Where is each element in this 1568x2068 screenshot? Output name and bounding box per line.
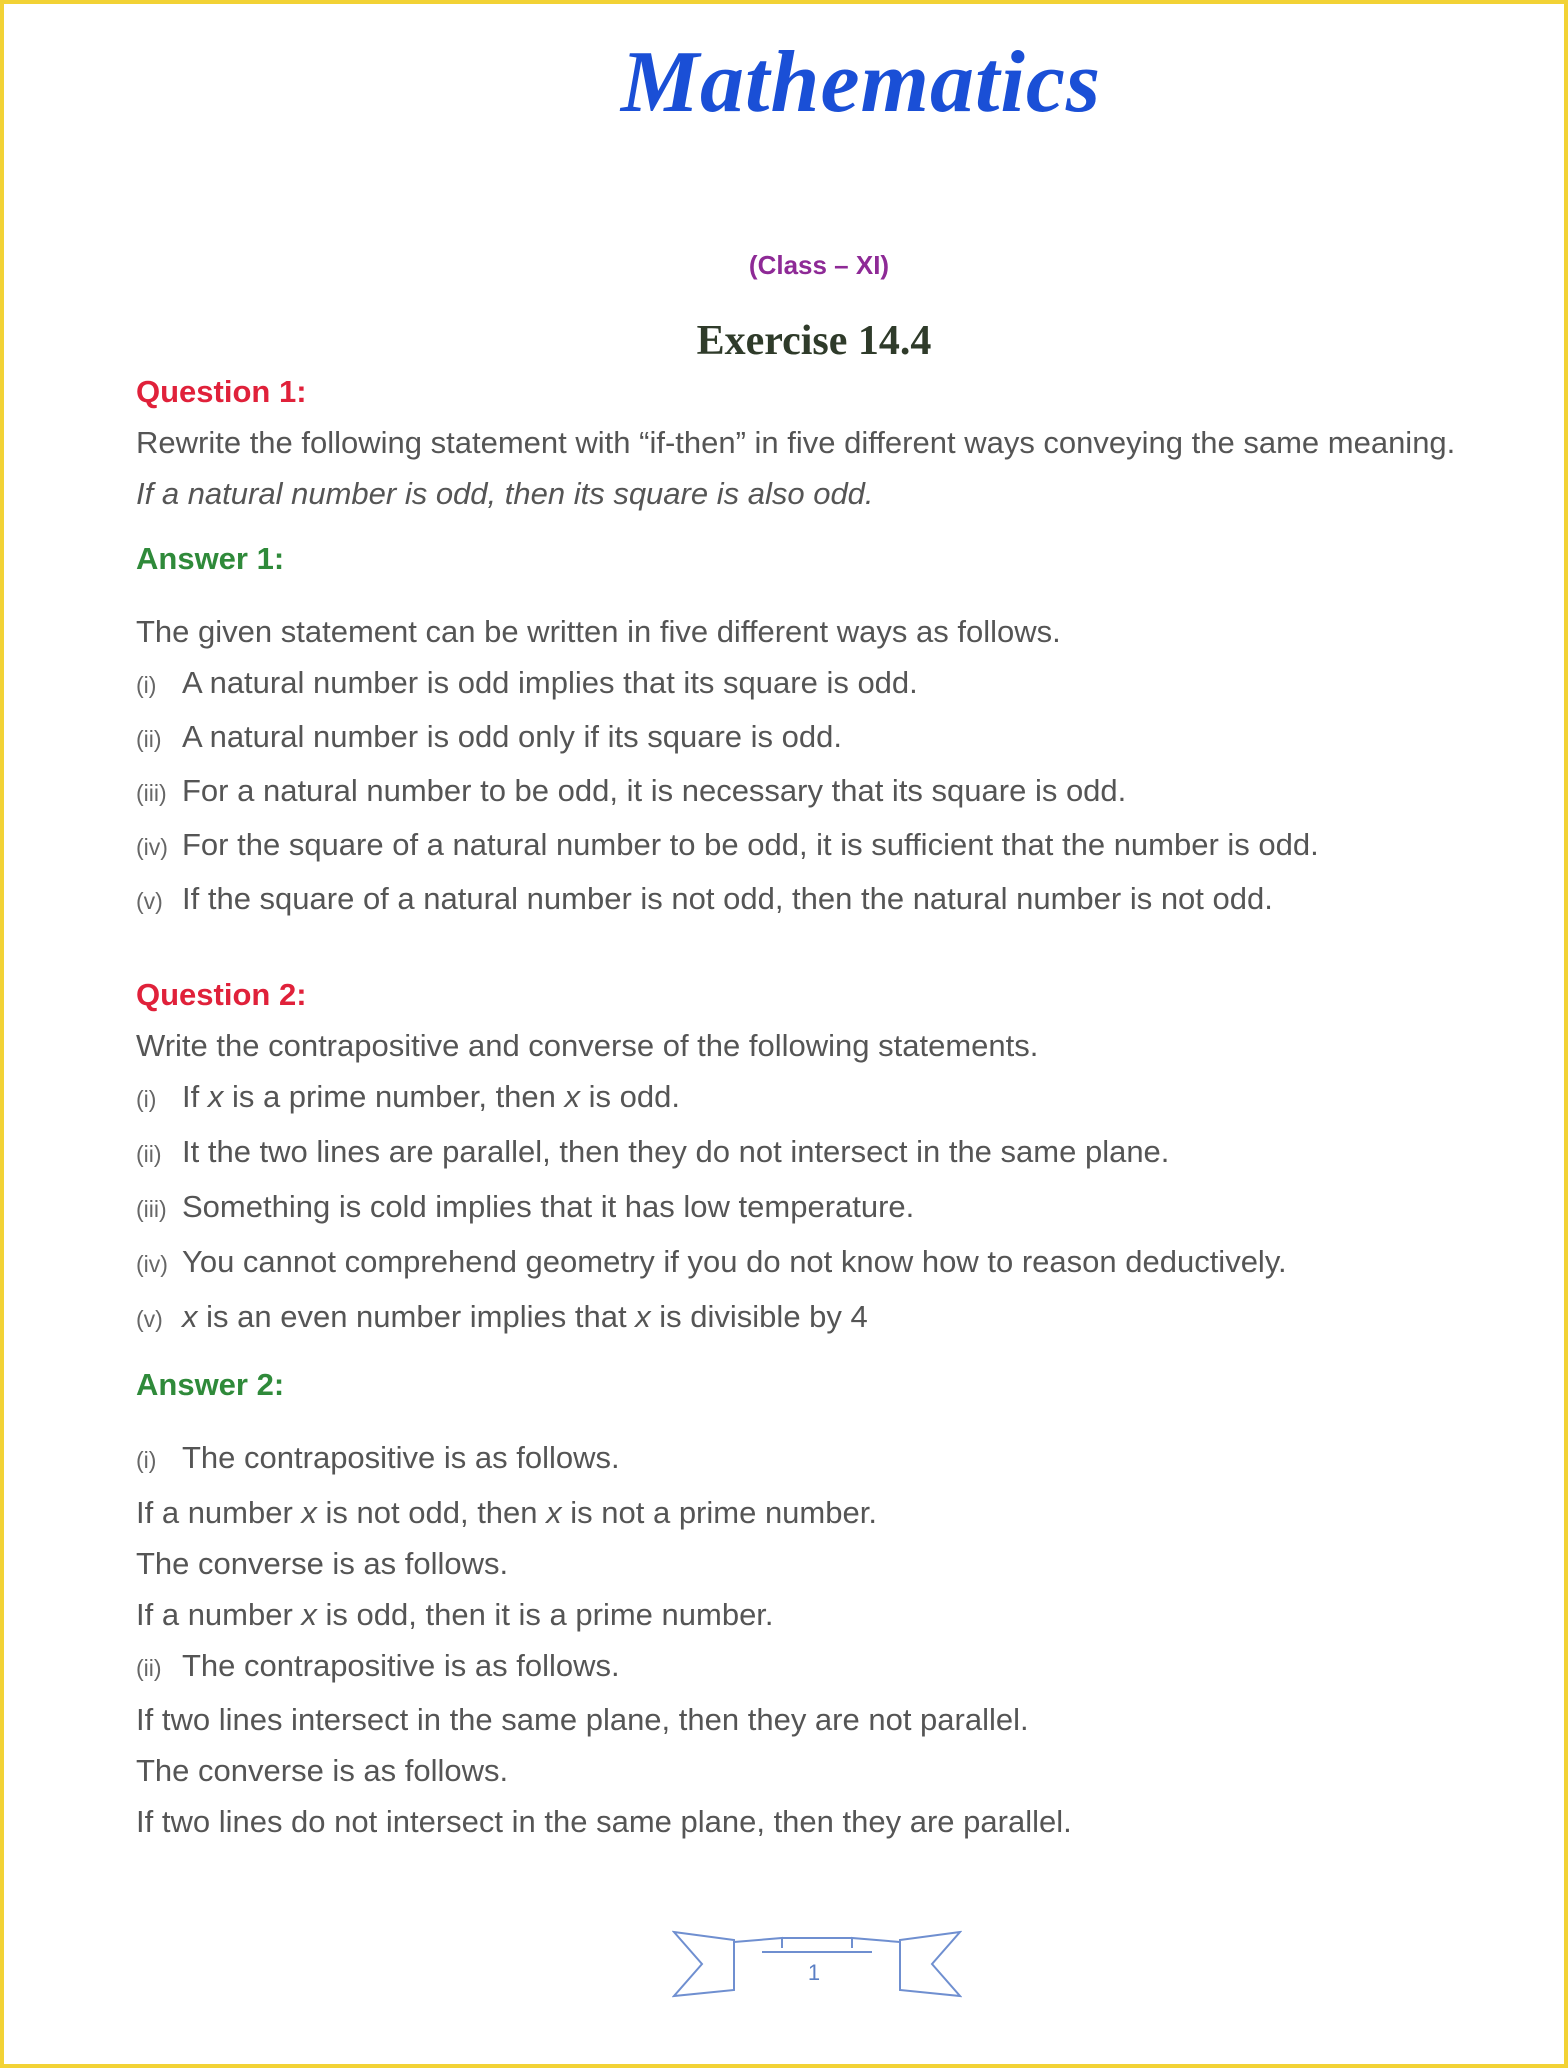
- item-text: If the square of a natural number is not odd, then the natural number is not odd.: [182, 881, 1273, 916]
- list-item: [136, 661, 1484, 707]
- list-item: [136, 1295, 1484, 1341]
- content: [136, 370, 1484, 1843]
- exercise-heading: Exercise 14.4: [696, 318, 932, 364]
- item-number: (i): [136, 1447, 157, 1473]
- item-number: (i): [136, 1086, 157, 1112]
- answer-1-heading: Answer 1:: [136, 541, 285, 576]
- answer-line: The converse is as follows.: [136, 1753, 509, 1788]
- question-2-text: Write the contrapositive and converse of the following statements.: [136, 1028, 1039, 1063]
- question-2-heading: Question 2:: [136, 977, 307, 1012]
- list-item: [136, 1130, 1484, 1176]
- item-text: The contrapositive is as follows.: [182, 1440, 620, 1475]
- item-number: (ii): [136, 726, 162, 752]
- item-number: (ii): [136, 1141, 162, 1167]
- list-item: [136, 1075, 1484, 1121]
- list-item: [136, 1185, 1484, 1231]
- item-text: The contrapositive is as follows.: [182, 1648, 620, 1683]
- item-text: Something is cold implies that it has low temperature.: [182, 1189, 915, 1224]
- item-number: (iii): [136, 780, 167, 806]
- item-text: It the two lines are parallel, then they do not intersect in the same plane.: [182, 1134, 1170, 1169]
- item-text: A natural number is odd implies that its square is odd.: [182, 665, 918, 700]
- item-text: For the square of a natural number to be odd, it is sufficient that the number is odd.: [182, 827, 1319, 862]
- list-item: [136, 1240, 1484, 1286]
- item-number: (iv): [136, 1251, 168, 1277]
- list-item: [136, 715, 1484, 761]
- item-text: A natural number is odd only if its square is odd.: [182, 719, 842, 754]
- answer-line: If two lines intersect in the same plane, then they are not parallel.: [136, 1702, 1029, 1737]
- class-label: (Class – XI): [748, 250, 890, 280]
- answer-2-heading: Answer 2:: [136, 1367, 285, 1402]
- page-title: Mathematics: [620, 34, 1102, 131]
- list-item: [136, 769, 1484, 815]
- answer-line: If a number x is odd, then it is a prime number.: [136, 1597, 774, 1632]
- item-text: If x is a prime number, then x is odd.: [182, 1079, 680, 1114]
- item-text: You cannot comprehend geometry if you do not know how to reason deductively.: [182, 1244, 1287, 1279]
- list-item: [136, 877, 1484, 923]
- list-item: [136, 823, 1484, 869]
- item-number: (v): [136, 888, 163, 914]
- list-item: [136, 1436, 1484, 1482]
- item-number: (v): [136, 1306, 163, 1332]
- answer-1-intro: The given statement can be written in five different ways as follows.: [136, 614, 1061, 649]
- question-1-heading: Question 1:: [136, 374, 307, 409]
- item-number: (iv): [136, 834, 168, 860]
- list-item: [136, 1644, 1484, 1690]
- item-number: (ii): [136, 1655, 162, 1681]
- item-text: For a natural number to be odd, it is necessary that its square is odd.: [182, 773, 1127, 808]
- question-1-statement: If a natural number is odd, then its square is also odd.: [136, 476, 874, 511]
- item-number: (iii): [136, 1196, 167, 1222]
- item-number: (i): [136, 672, 157, 698]
- page-number: 1: [807, 1960, 821, 1985]
- item-text: x is an even number implies that x is divisible by 4: [182, 1299, 868, 1334]
- question-1-text: Rewrite the following statement with “if-then” in five different ways conveying the same meaning.: [136, 425, 1456, 460]
- answer-line: The converse is as follows.: [136, 1546, 509, 1581]
- answer-line: If a number x is not odd, then x is not a prime number.: [136, 1495, 877, 1530]
- answer-line: If two lines do not intersect in the same plane, then they are parallel.: [136, 1804, 1072, 1839]
